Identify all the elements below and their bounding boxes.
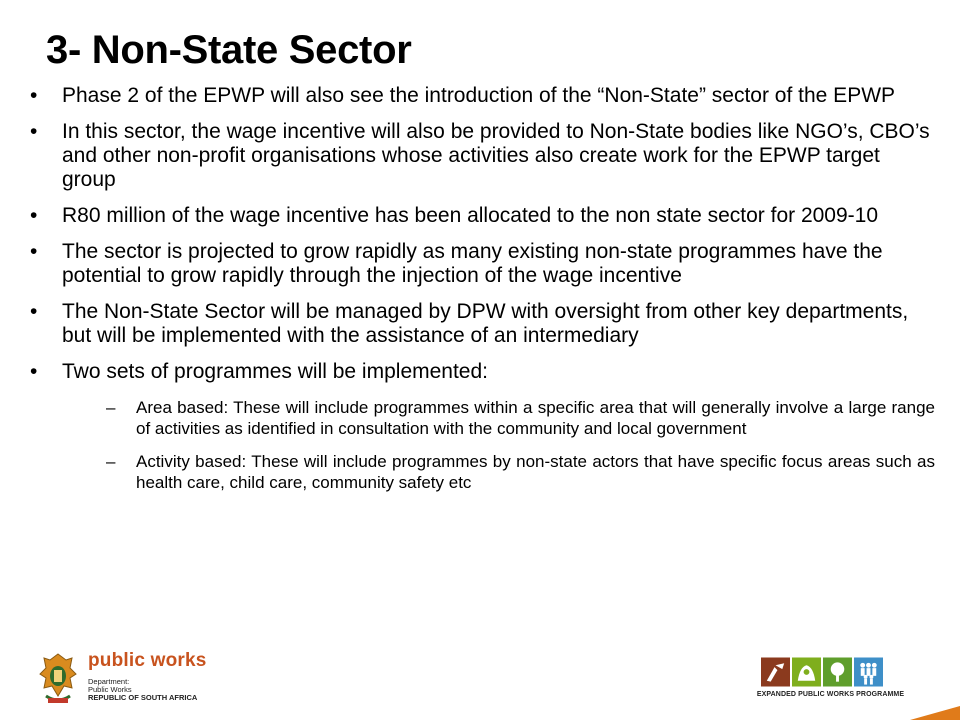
sub-bullet-marker: – xyxy=(106,452,116,471)
epwp-logo xyxy=(753,657,908,705)
epwp-icon-row xyxy=(761,657,883,687)
bullet-text: In this sector, the wage incentive will also be provided to Non-State bodies like NGO’s, CBO’s and other non-profit organisations whose activities also create work for the EPWP target group xyxy=(62,120,930,191)
country-name: REPUBLIC OF SOUTH AFRICA xyxy=(88,693,198,702)
sub-bullet-text: Area based: These will include programmes within a specific area that will generally involve a large range of activities as identified in consultation with the community and local government xyxy=(136,398,935,438)
bullet-item xyxy=(30,300,935,348)
bullet-marker: • xyxy=(30,84,38,107)
bullet-marker: • xyxy=(30,360,38,383)
bullet-text: R80 million of the wage incentive has been allocated to the non state sector for 2009-10 xyxy=(62,204,879,227)
public-works-name: public works xyxy=(88,650,207,671)
slide-title: 3- Non-State Sector xyxy=(46,28,412,72)
sub-bullet-text: Activity based: These will include programmes by non-state actors that have specific focus areas such as health care, child care, community safety etc xyxy=(136,452,935,492)
sub-bullet-list xyxy=(62,397,935,493)
corner-accent-stripe xyxy=(900,706,960,720)
bullet-text: Two sets of programmes will be implemented: xyxy=(62,360,488,383)
slide-body xyxy=(30,84,935,505)
environment-icon xyxy=(792,657,821,687)
epwp-caption: EXPANDED PUBLIC WORKS PROGRAMME xyxy=(756,691,905,698)
bullet-marker: • xyxy=(30,300,38,323)
public-works-logo xyxy=(36,648,206,708)
sub-bullet-item xyxy=(62,451,935,493)
tree-icon xyxy=(823,657,852,687)
bullet-item xyxy=(30,204,935,228)
bullet-item xyxy=(30,120,935,192)
department-name: Public Works xyxy=(88,685,132,694)
construction-icon xyxy=(761,657,790,687)
bullet-marker: • xyxy=(30,204,38,227)
bullet-text: The sector is projected to grow rapidly as many existing non-state programmes have the potential to grow rapidly through the injection of the wage incentive xyxy=(62,240,883,287)
bullet-item xyxy=(30,360,935,493)
coat-of-arms-icon xyxy=(36,652,80,706)
bullet-item xyxy=(30,240,935,288)
bullet-item xyxy=(30,84,935,108)
sub-bullet-marker: – xyxy=(106,398,116,417)
bullet-marker: • xyxy=(30,120,38,143)
department-label: Department: xyxy=(88,677,130,686)
sub-bullet-item xyxy=(62,397,935,439)
bullet-text: Phase 2 of the EPWP will also see the introduction of the “Non-State” sector of the EPWP xyxy=(62,84,896,107)
bullet-marker: • xyxy=(30,240,38,263)
bullet-text: The Non-State Sector will be managed by DPW with oversight from other key departments, but will be implemented with the assistance of an intermediary xyxy=(62,300,909,347)
social-people-icon xyxy=(854,657,883,687)
